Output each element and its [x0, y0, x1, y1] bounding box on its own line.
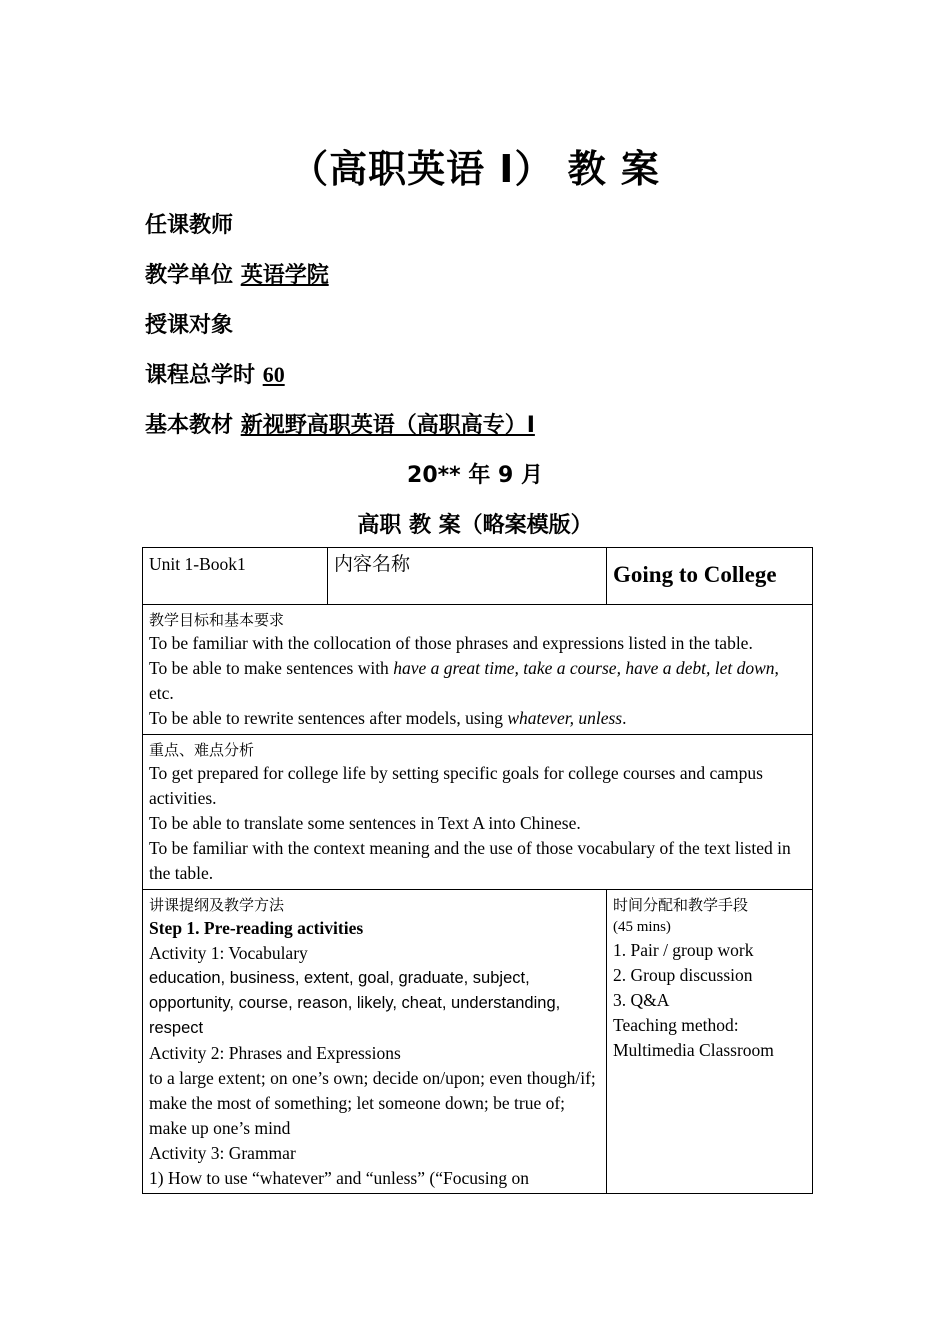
- key-points-cell: [143, 735, 813, 890]
- table-row-header: [143, 548, 813, 605]
- field-textbook: [145, 408, 535, 439]
- objectives-cell: [143, 605, 813, 735]
- field-textbook-value: 新视野高职英语（高职高专）I: [240, 413, 535, 438]
- phrases-list: to a large extent; on one’s own; decide on/upon; even though/if; make the most of something; let someone down; be true of; make up one’s mind: [149, 1068, 596, 1138]
- time-label: 时间分配和教学手段: [613, 896, 749, 914]
- time-item-3: 3. Q&A: [613, 990, 670, 1010]
- key-point-1: To get prepared for college life by setting specific goals for college courses and campus activities.: [149, 763, 763, 808]
- objective-3: To be able to rewrite sentences after models, using whatever, unless.: [149, 708, 627, 728]
- activity-3: Activity 3: Grammar: [149, 1143, 296, 1163]
- field-teacher-label: 任课教师: [145, 213, 234, 238]
- key-point-3: To be familiar with the context meaning and the use of those vocabulary of the text listed in the table.: [149, 838, 791, 883]
- content-name-value: Going to College: [607, 548, 813, 605]
- document-subtitle: 高职 教 案（略案模版）: [357, 513, 593, 538]
- field-audience: [145, 308, 233, 339]
- field-total-hours-label: 课程总学时: [145, 363, 256, 388]
- document-date: 20** 年 9 月: [407, 463, 543, 488]
- outline-cell: [143, 890, 607, 1194]
- field-department: [145, 258, 329, 289]
- vocabulary-list: education, business, extent, goal, graduate, subject, opportunity, course, reason, likely, cheat, understanding, respect: [149, 969, 561, 1037]
- field-teacher: [145, 208, 233, 239]
- field-textbook-label: 基本教材: [145, 413, 234, 438]
- activity-2: Activity 2: Phrases and Expressions: [149, 1043, 401, 1063]
- table-row-outline: [143, 890, 813, 1194]
- time-item-2: 2. Group discussion: [613, 965, 753, 985]
- outline-label: 讲课提纲及教学方法: [149, 896, 285, 914]
- objectives-label: 教学目标和基本要求: [149, 611, 285, 629]
- content-name-label: 内容名称: [328, 548, 607, 605]
- field-total-hours-value: 60: [262, 362, 285, 387]
- step-1-heading: Step 1. Pre-reading activities: [149, 918, 364, 938]
- unit-cell: Unit 1-Book1: [143, 548, 328, 605]
- key-points-label: 重点、难点分析: [149, 741, 255, 759]
- table-row-key-points: [143, 735, 813, 890]
- field-department-value: 英语学院: [240, 263, 329, 288]
- objective-1: To be familiar with the collocation of those phrases and expressions listed in the table.: [149, 633, 753, 653]
- objective-2: To be able to make sentences with have a great time, take a course, have a debt, let down, etc.: [149, 658, 779, 703]
- time-cell: [607, 890, 813, 1194]
- field-audience-label: 授课对象: [145, 313, 234, 338]
- activity-1: Activity 1: Vocabulary: [149, 943, 308, 963]
- teaching-method-label: Teaching method:: [613, 1015, 739, 1035]
- document-title: （高职英语 I） 教 案: [290, 147, 660, 191]
- field-department-label: 教学单位: [145, 263, 234, 288]
- time-item-1: 1. Pair / group work: [613, 940, 754, 960]
- field-total-hours: [145, 358, 285, 389]
- time-duration: (45 mins): [613, 919, 671, 935]
- lesson-plan-table: [142, 547, 813, 1194]
- teaching-method: Multimedia Classroom: [613, 1040, 774, 1060]
- grammar-item-1: 1) How to use “whatever” and “unless” (“Focusing on: [149, 1168, 530, 1188]
- table-row-objectives: [143, 605, 813, 735]
- key-point-2: To be able to translate some sentences in Text A into Chinese.: [149, 813, 581, 833]
